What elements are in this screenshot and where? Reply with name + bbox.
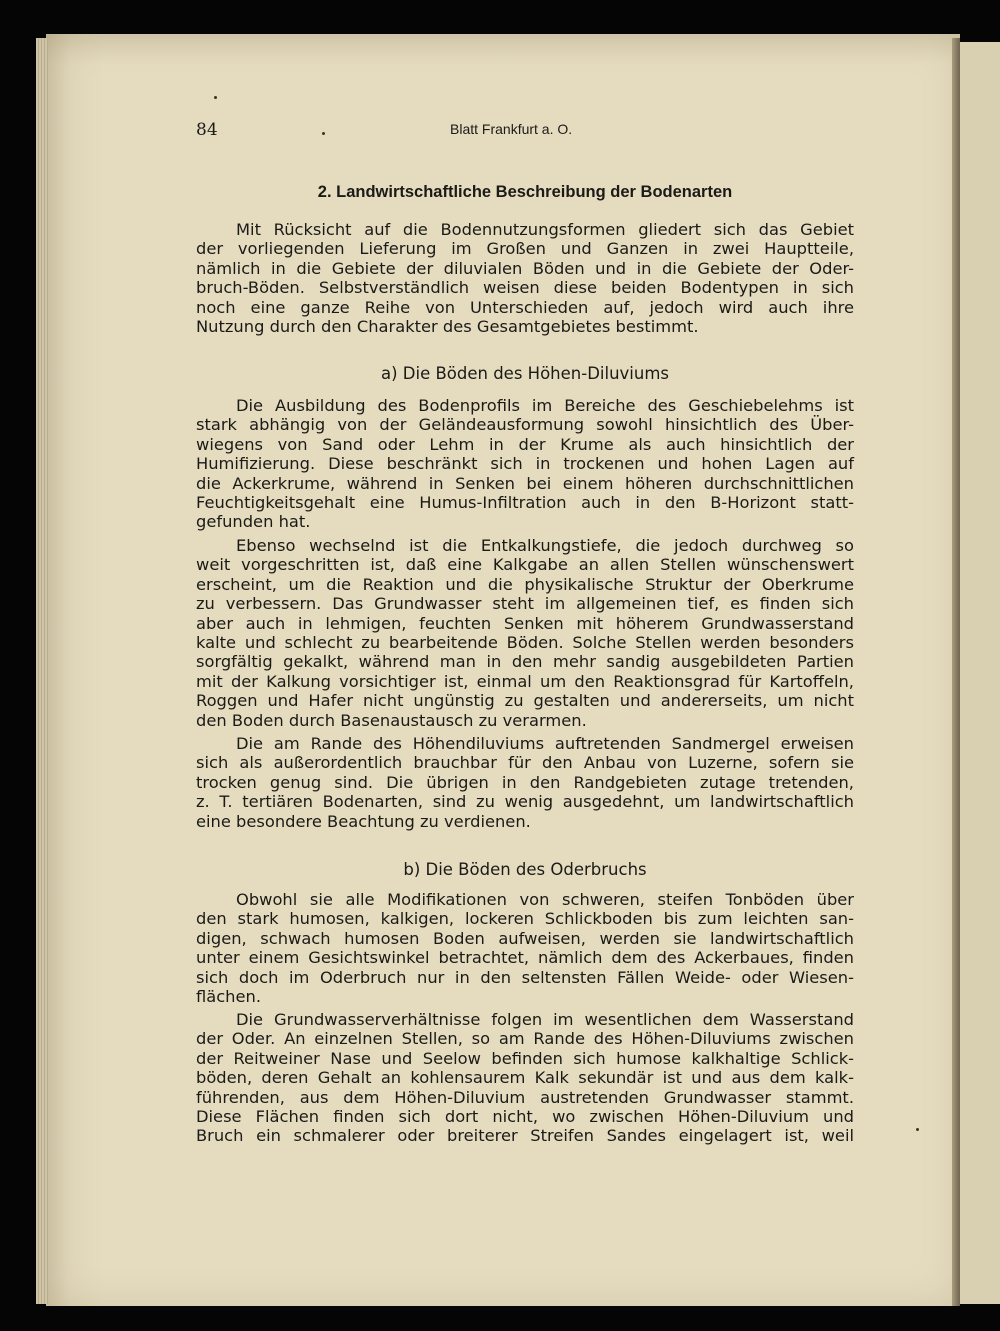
text-line: digen, schwach humosen Boden aufweisen, werden sie landwirtschaftlich	[196, 928, 854, 948]
subsection-b-paragraph-1	[196, 890, 854, 1006]
text-line: erscheint, um die Reaktion und die physikalische Struktur der Oberkrume	[196, 574, 854, 594]
subsection-a-paragraph-1	[196, 396, 854, 532]
text-line: führenden, aus dem Höhen-Diluvium austretenden Grundwasser stammt.	[196, 1087, 854, 1107]
text-line: mit der Kalkung vorsichtiger ist, einmal um den Reaktionsgrad für Kartoffeln,	[196, 671, 854, 691]
text-line: Die Grundwasserverhältnisse folgen im wesentlichen dem Wasserstand	[236, 1010, 854, 1029]
section-heading: 2. Landwirtschaftliche Beschreibung der Bodenarten	[317, 183, 733, 201]
text-line: böden, deren Gehalt an kohlensaurem Kalk sekundär ist und aus dem kalk-	[196, 1068, 854, 1088]
intro-paragraph	[196, 220, 854, 336]
paper-speck	[322, 132, 325, 135]
text-line: unter einem Gesichtswinkel betrachtet, nämlich dem des Ackerbaues, finden	[196, 948, 854, 968]
text-line: Roggen und Hafer nicht ungünstig zu gestalten und andererseits, um nicht	[196, 691, 854, 711]
paper-speck	[214, 96, 217, 99]
text-line: Obwohl sie alle Modifikationen von schweren, steifen Tonböden über	[236, 890, 854, 909]
text-line: kalte und schlecht zu bearbeitende Böden. Solche Stellen werden besonders	[196, 633, 854, 653]
text-line: der Reitweiner Nase und Seelow befinden sich humose kalkhaltige Schlick-	[196, 1048, 854, 1068]
text-line: Mit Rücksicht auf die Bodennutzungsformen gliedert sich das Gebiet	[236, 220, 854, 239]
text-line: sich doch im Oderbruch nur in den seltensten Fällen Weide- oder Wiesen-	[196, 967, 854, 987]
text-line: Die Ausbildung des Bodenprofils im Bereiche des Geschiebelehms ist	[236, 396, 854, 415]
adjacent-page-edge	[960, 42, 1000, 1304]
text-line: weit vorgeschritten ist, daß eine Kalkgabe an allen Stellen wünschenswert	[196, 555, 854, 575]
page-stack-edge	[36, 38, 48, 1304]
text-line: flächen.	[196, 987, 262, 1007]
subsection-a-heading: a) Die Böden des Höhen-Diluviums	[380, 364, 670, 383]
subsection-a-paragraph-2	[196, 536, 854, 730]
text-line: wiegens von Sand oder Lehm in der Krume als auch hinsichtlich der	[196, 434, 854, 454]
page-header	[196, 118, 856, 142]
text-line: den stark humosen, kalkigen, lockeren Schlickboden bis zum leichten san-	[196, 909, 854, 929]
text-line: sich als außerordentlich brauchbar für den Anbau von Luzerne, sofern sie	[196, 753, 854, 773]
text-line: gefunden hat.	[196, 512, 311, 532]
text-line: eine besondere Beachtung zu verdienen.	[196, 811, 531, 831]
text-line: Diese Flächen finden sich dort nicht, wo zwischen Höhen-Diluvium und	[196, 1107, 854, 1127]
running-title: Blatt Frankfurt a. O.	[450, 121, 573, 137]
text-line: der vorliegenden Lieferung im Großen und Ganzen in zwei Hauptteile,	[196, 239, 854, 259]
paper-speck	[916, 1128, 919, 1131]
text-line: aber auch in lehmigen, feuchten Senken mit höherem Grundwasserstand	[196, 613, 854, 633]
text-line: stark abhängig von der Geländeausformung sowohl hinsichtlich des Über-	[196, 415, 854, 435]
text-line: der Oder. An einzelnen Stellen, so am Rande des Höhen-Diluviums zwischen	[196, 1029, 854, 1049]
subsection-b-heading: b) Die Böden des Oderbruchs	[403, 860, 647, 879]
text-line: zu verbessern. Das Grundwasser steht im allgemeinen tief, es finden sich	[196, 594, 854, 614]
text-line: Nutzung durch den Charakter des Gesamtgebietes bestimmt.	[196, 317, 699, 337]
text-line: Ebenso wechselnd ist die Entkalkungstiefe, die jedoch durchweg so	[236, 536, 854, 555]
subsection-b-paragraph-2	[196, 1010, 854, 1146]
text-line: sorgfältig gekalkt, während man in den mehr sandig ausgebildeten Partien	[196, 652, 854, 672]
page-number: 84	[196, 120, 218, 140]
text-line: Die am Rande des Höhendiluviums auftretenden Sandmergel erweisen	[236, 734, 854, 753]
text-line: bruch-Böden. Selbstverständlich weisen diese beiden Bodentypen in sich	[196, 278, 854, 298]
text-line: nämlich in die Gebiete der diluvialen Böden und in die Gebiete der Oder-	[196, 258, 854, 278]
subsection-a-paragraph-3	[196, 734, 854, 831]
text-line: Feuchtigkeitsgehalt eine Humus-Infiltration auch in den B-Horizont statt-	[196, 493, 854, 513]
text-line: trocken genug sind. Die übrigen in den Randgebieten zutage tretenden,	[196, 772, 854, 792]
text-line: z. T. tertiären Bodenarten, sind zu wenig ausgedehnt, um landwirtschaftlich	[196, 792, 854, 812]
text-line: Bruch ein schmalerer oder breiterer Streifen Sandes eingelagert ist, weil	[196, 1126, 854, 1146]
text-line: Humifizierung. Diese beschränkt sich in trockenen und hohen Lagen auf	[196, 454, 854, 474]
text-line: die Ackerkrume, während in Senken bei einem höheren durchschnittlichen	[196, 473, 854, 493]
book-gutter	[952, 38, 960, 1306]
text-line: noch eine ganze Reihe von Unterschieden auf, jedoch wird auch ihre	[196, 297, 854, 317]
text-line: den Boden durch Basenaustausch zu verarmen.	[196, 710, 587, 730]
